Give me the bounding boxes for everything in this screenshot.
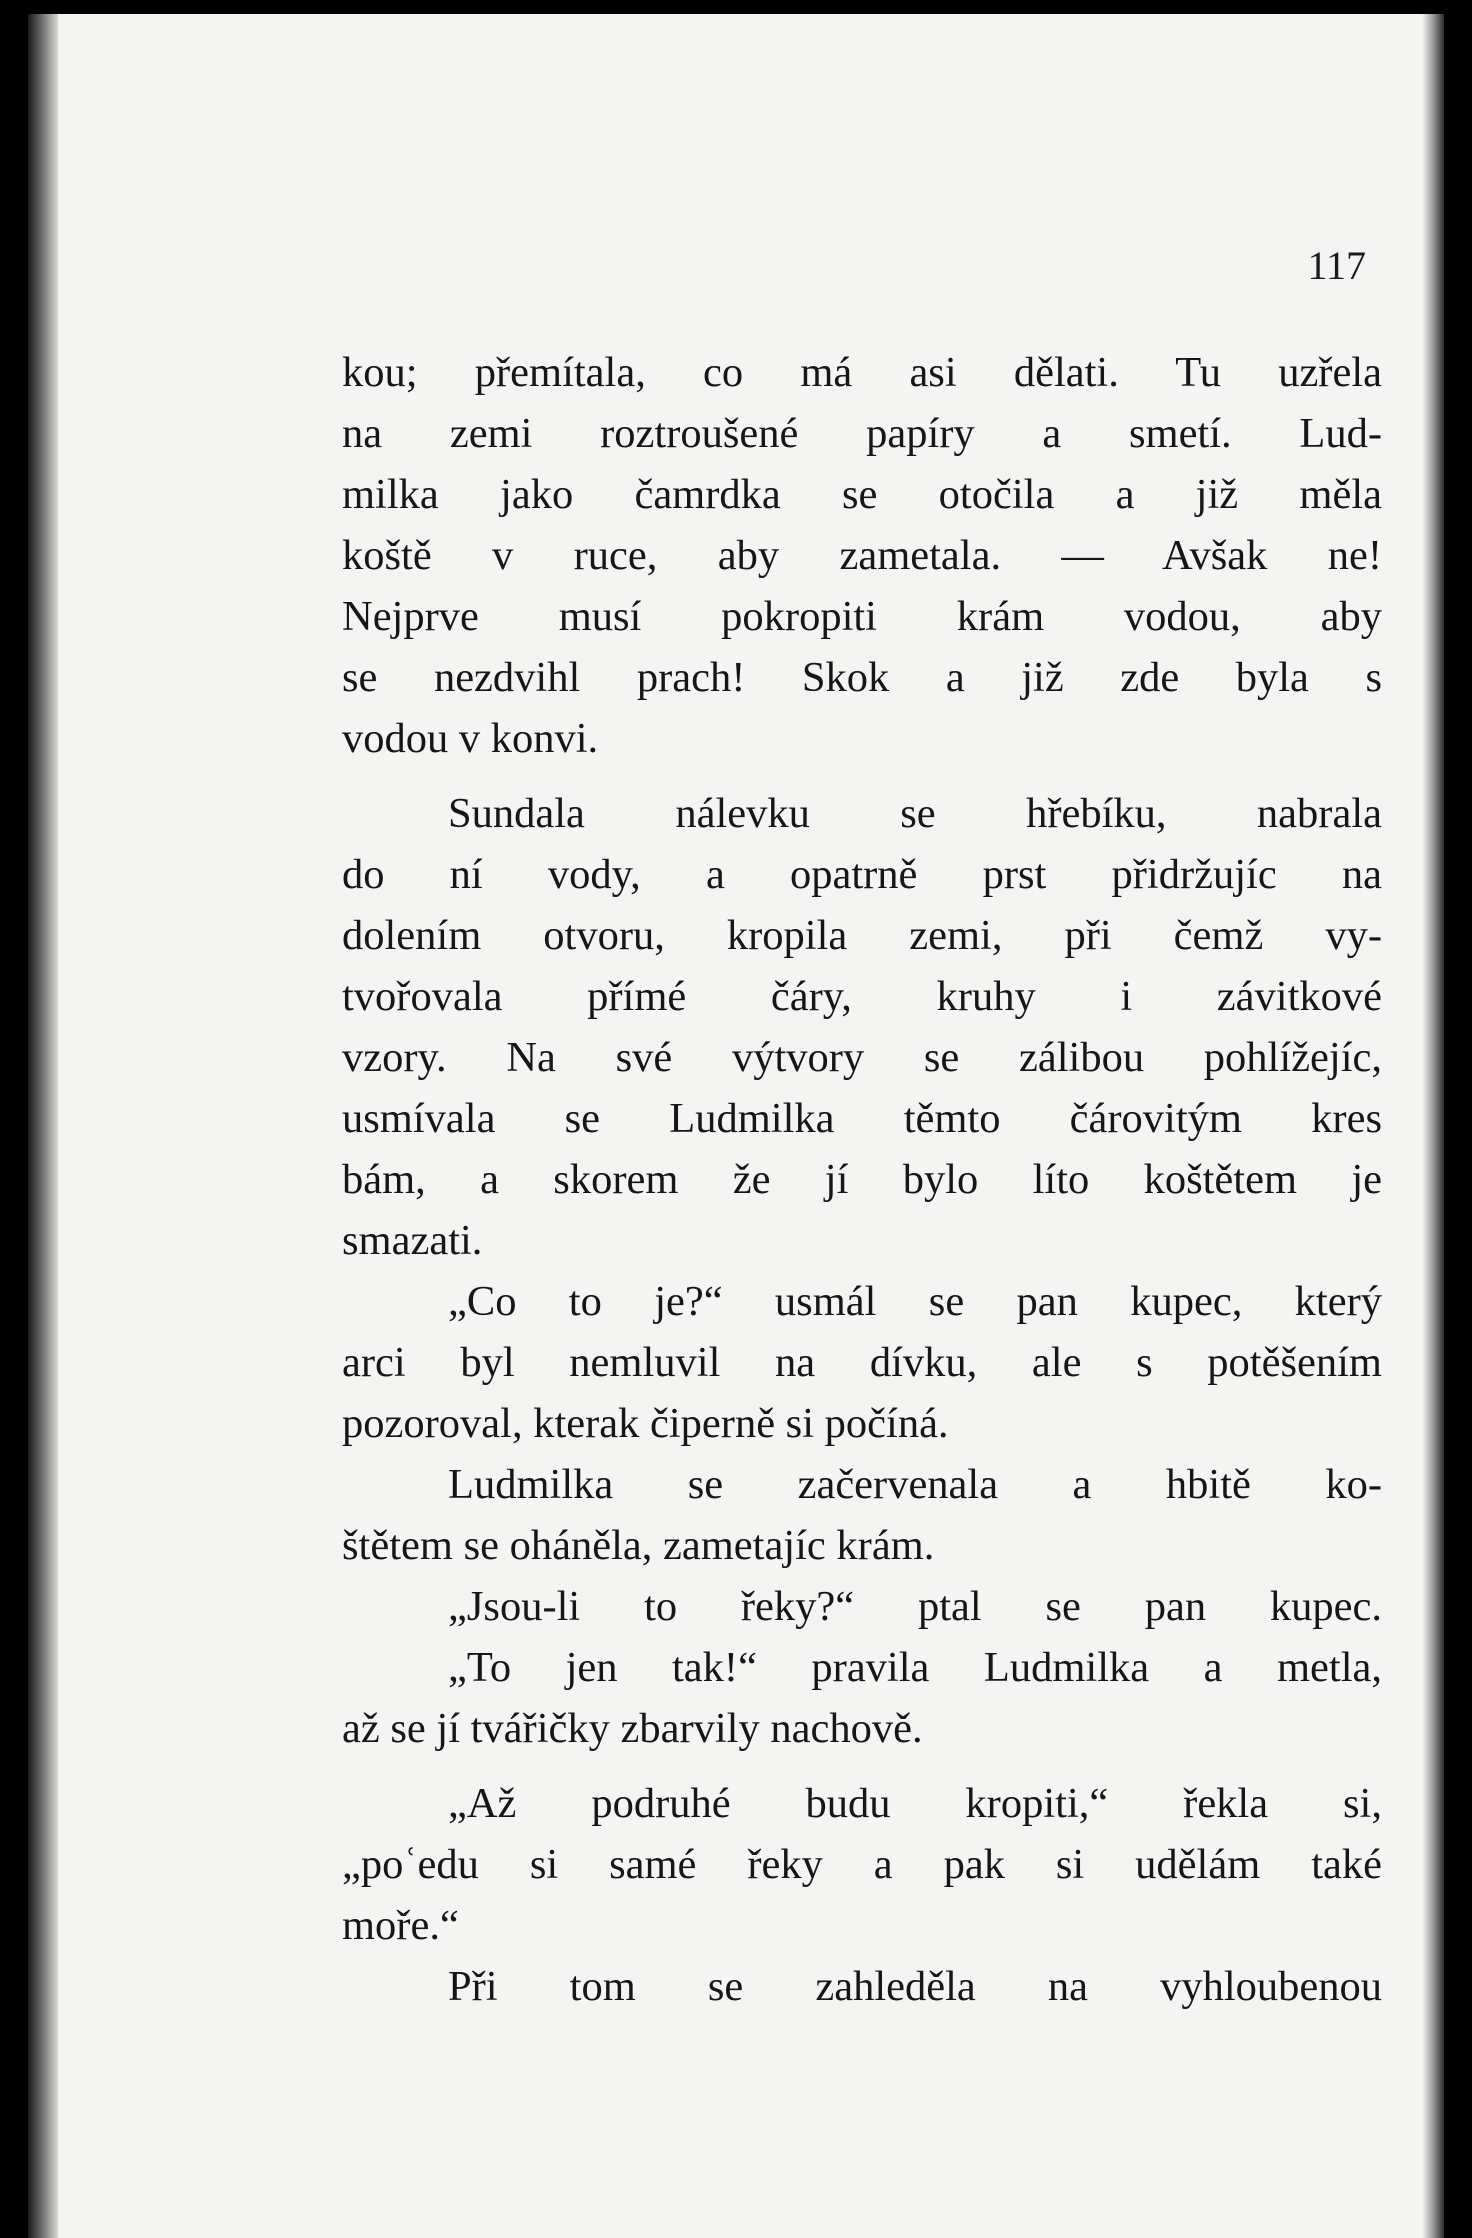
body-text bbox=[342, 342, 1382, 2017]
page-gutter-shadow bbox=[28, 14, 58, 2238]
text-line: Ludmilka se začervenala a hbitě ko- bbox=[448, 1461, 1382, 1508]
text-line: „Až podruhé budu kropiti,“ řekla si, bbox=[448, 1780, 1382, 1827]
paragraph-gap bbox=[342, 1759, 1382, 1773]
paragraph-gap bbox=[342, 769, 1382, 783]
text-line: bám, a skorem že jí bylo líto koštětem je bbox=[342, 1156, 1382, 1203]
page-number: 117 bbox=[1307, 243, 1366, 288]
text-line: dolením otvoru, kropila zemi, při čemž vy- bbox=[342, 912, 1382, 959]
text-line: arci byl nemluvil na dívku, ale s potěšením bbox=[342, 1339, 1382, 1386]
text-line: Při tom se zahleděla na vyhloubenou bbox=[448, 1963, 1382, 2010]
text-line: usmívala se Ludmilka těmto čárovitým kres bbox=[342, 1095, 1382, 1142]
text-line: pozoroval, kterak čiperně si počíná. bbox=[342, 1400, 949, 1447]
text-line: do ní vody, a opatrně prst přidržujíc na bbox=[342, 851, 1382, 898]
text-line: až se jí tvářičky zbarvily nachově. bbox=[342, 1705, 923, 1752]
text-line: vodou v konvi. bbox=[342, 715, 599, 762]
text-line: „Co to je?“ usmál se pan kupec, který bbox=[448, 1278, 1382, 1325]
text-line: „Jsou-li to řeky?“ ptal se pan kupec. bbox=[448, 1583, 1382, 1630]
text-line: kou; přemítala, co má asi dělati. Tu uzřela bbox=[342, 349, 1382, 396]
text-line: koště v ruce, aby zametala. — Avšak ne! bbox=[342, 532, 1382, 579]
text-line: Sundala nálevku se hřebíku, nabrala bbox=[448, 790, 1382, 837]
text-line: se nezdvihl prach! Skok a již zde byla s bbox=[342, 654, 1382, 701]
text-line: „To jen tak!“ pravila Ludmilka a metla, bbox=[448, 1644, 1382, 1691]
text-line: moře.“ bbox=[342, 1902, 459, 1949]
text-line: milka jako čamrdka se otočila a již měla bbox=[342, 471, 1382, 518]
page-edge-shadow bbox=[1422, 14, 1444, 2238]
text-line: štětem se oháněla, zametajíc krám. bbox=[342, 1522, 935, 1569]
text-line: na zemi roztroušené papíry a smetí. Lud- bbox=[342, 410, 1382, 457]
text-line: smazati. bbox=[342, 1217, 483, 1264]
text-line: „poʿedu si samé řeky a pak si udělám také bbox=[342, 1841, 1382, 1888]
text-line: vzory. Na své výtvory se zálibou pohlížejíc, bbox=[342, 1034, 1382, 1081]
book-page bbox=[28, 14, 1444, 2238]
text-line: tvořovala přímé čáry, kruhy i závitkové bbox=[342, 973, 1382, 1020]
text-line: Nejprve musí pokropiti krám vodou, aby bbox=[342, 593, 1382, 640]
